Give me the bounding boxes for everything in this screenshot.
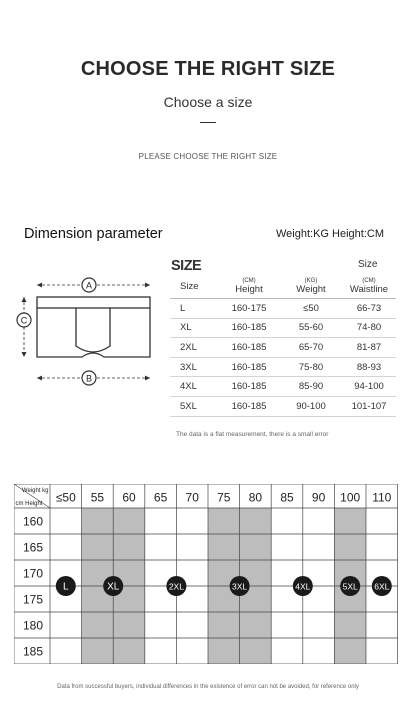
size-marker-label: 5XL — [342, 581, 358, 592]
height-header: 165 — [22, 540, 44, 555]
dimension-heading: Dimension parameter — [24, 226, 163, 242]
size-marker-label: 2XL — [168, 581, 184, 592]
weight-header: 80 — [248, 490, 263, 505]
height-header: 160 — [22, 514, 44, 529]
height-header: 170 — [22, 566, 44, 581]
size-grid — [14, 484, 398, 664]
size-corner-label: Size — [358, 259, 378, 270]
b-label: B — [85, 373, 93, 384]
table-row: 2XL 160-185 65-70 81-87 — [170, 338, 396, 358]
weight-header: 65 — [153, 490, 168, 505]
table-row: 5XL 160-185 90-100 101-107 — [170, 396, 396, 416]
c-arrow-top — [22, 297, 27, 302]
height-header: 175 — [22, 592, 44, 607]
pouch — [76, 308, 110, 352]
b-arrow-left — [37, 376, 42, 381]
height-header: 180 — [22, 618, 44, 633]
size-table — [170, 276, 396, 417]
size-marker-label: L — [63, 581, 69, 593]
c-arrow-bottom — [22, 352, 27, 357]
table-row: XL 160-185 55-60 74-80 — [170, 318, 396, 338]
weight-column-header: (KG) Weight — [280, 276, 342, 299]
corner-weight-label: Weight kg — [21, 488, 49, 494]
grid-note: Data from successful buyers, individual differences in the existence of error can not be avoided, for reference only — [57, 684, 359, 690]
weight-header: 75 — [217, 490, 231, 505]
size-table-header — [170, 276, 396, 299]
height-column-header: (CM) Height — [218, 276, 280, 299]
b-arrow-right — [145, 376, 150, 381]
table-row: 3XL 160-185 75-80 88-93 — [170, 357, 396, 377]
divider — [200, 122, 216, 123]
instruction-text: PLEASE CHOOSE THE RIGHT SIZE — [138, 152, 278, 161]
weight-header: 60 — [122, 490, 136, 505]
weight-header: 90 — [311, 490, 326, 505]
table-row: L 160-175 ≤50 66-73 — [170, 299, 396, 319]
corner-height-label: cm Height — [15, 501, 43, 507]
size-marker-label: XL — [107, 581, 120, 593]
waistline-column-header: (CM) Waistline — [342, 276, 396, 299]
height-header: 185 — [22, 644, 44, 659]
waistband — [37, 297, 150, 308]
size-marker-label: 6XL — [374, 581, 390, 592]
size-column-header: Size — [170, 276, 218, 299]
a-arrow-right — [145, 283, 150, 288]
a-arrow-left — [37, 283, 42, 288]
size-marker-label: 4XL — [295, 581, 311, 592]
size-marker-label: 3XL — [232, 581, 248, 592]
c-label: C — [20, 315, 28, 326]
weight-header: 110 — [372, 490, 392, 505]
page-subtitle: Choose a size — [163, 94, 253, 110]
weight-header: 85 — [280, 490, 294, 505]
page-title: CHOOSE THE RIGHT SIZE — [80, 58, 336, 80]
units-label: Weight:KG Height:CM — [275, 228, 384, 240]
weight-header: 100 — [340, 490, 361, 505]
weight-header: ≤50 — [55, 490, 76, 505]
table-note: The data is a flat measurement, there is a small error — [176, 431, 329, 438]
table-row: 4XL 160-185 85-90 94-100 — [170, 377, 396, 397]
size-logo: SIZE — [171, 258, 202, 274]
a-label: A — [85, 280, 93, 291]
underwear-diagram — [14, 268, 164, 392]
weight-header: 70 — [185, 490, 199, 505]
weight-header: 55 — [90, 490, 105, 505]
brief-body — [37, 308, 150, 357]
